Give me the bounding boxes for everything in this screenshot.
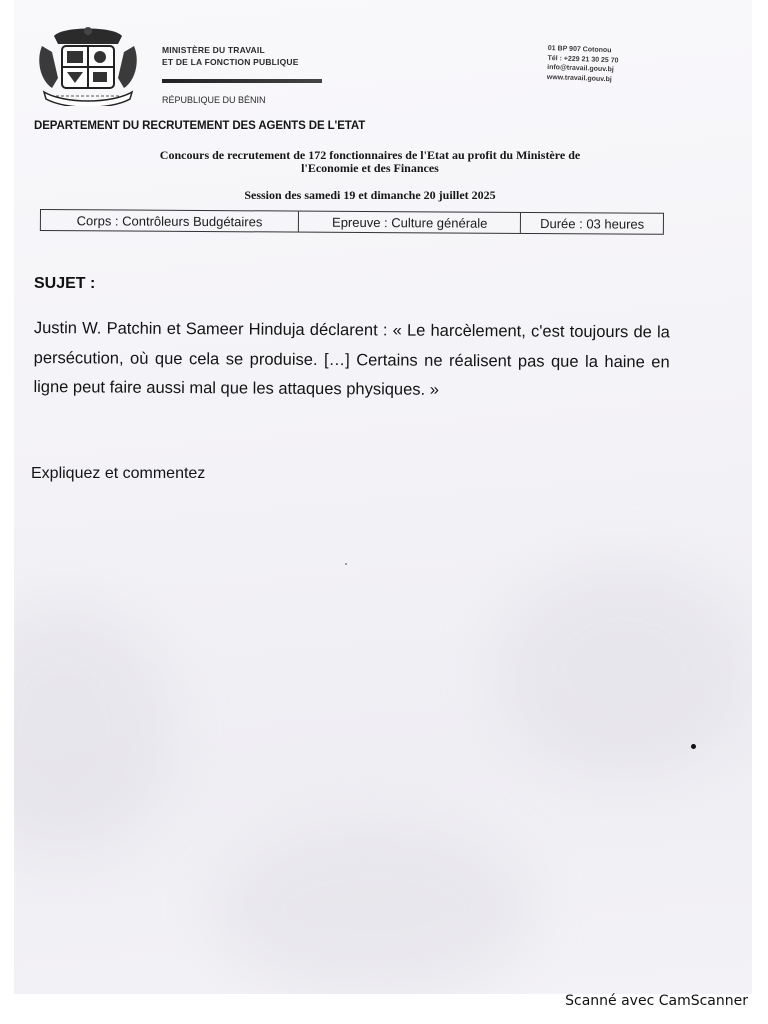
session-dates: Session des samedi 19 et dimanche 20 juillet 2025	[244, 188, 496, 202]
contact-email: info@travail.gouv.bj	[547, 63, 614, 74]
ink-speck	[345, 563, 347, 565]
corps-cell: Corps : Contrôleurs Budgétaires	[41, 210, 299, 232]
flag-bar	[162, 79, 322, 83]
contact-phone: Tél : +229 21 30 25 70	[547, 54, 619, 64]
contact-block	[547, 44, 619, 84]
concours-line-2: l'Economie et des Finances	[301, 161, 439, 175]
republic-name: RÉPUBLIQUE DU BÉNIN	[162, 95, 266, 105]
subject-instruction: Expliquez et commentez	[31, 465, 206, 482]
concours-title	[40, 149, 700, 175]
epreuve-cell: Epreuve : Culture générale	[299, 212, 521, 233]
subject-heading: SUJET :	[34, 275, 96, 292]
paper-shadow	[214, 820, 534, 994]
contact-address: 01 BP 907 Cotonou	[547, 44, 612, 55]
contact-website: www.travail.gouv.bj	[546, 73, 612, 83]
ministry-line-1: MINISTÈRE DU TRAVAIL	[162, 45, 265, 55]
concours-line-1: Concours de recrutement de 172 fonctionnaires de l'Etat au profit du Ministère de	[159, 148, 581, 162]
exam-info-table	[40, 209, 664, 235]
paper-shadow	[494, 560, 752, 780]
coat-of-arms-icon	[34, 22, 142, 106]
department-title: DEPARTEMENT DU RECRUTEMENT DES AGENTS DE L'ETAT	[34, 120, 366, 132]
duree-cell: Durée : 03 heures	[540, 215, 645, 232]
subject-quote: Justin W. Patchin et Sameer Hinduja déclarent : « Le harcèlement, c'est toujours de la persécution, où que cela se produise. […] Certains ne réalisent pas que la haine en ligne peut faire aussi mal que les attaques physiques. »	[33, 318, 670, 399]
ministry-line-2: ET DE LA FONCTION PUBLIQUE	[162, 57, 299, 67]
ministry-name	[162, 44, 299, 68]
ink-speck	[691, 744, 696, 749]
paper-shadow	[14, 600, 174, 860]
scanner-watermark: Scanné avec CamScanner	[565, 993, 748, 1009]
